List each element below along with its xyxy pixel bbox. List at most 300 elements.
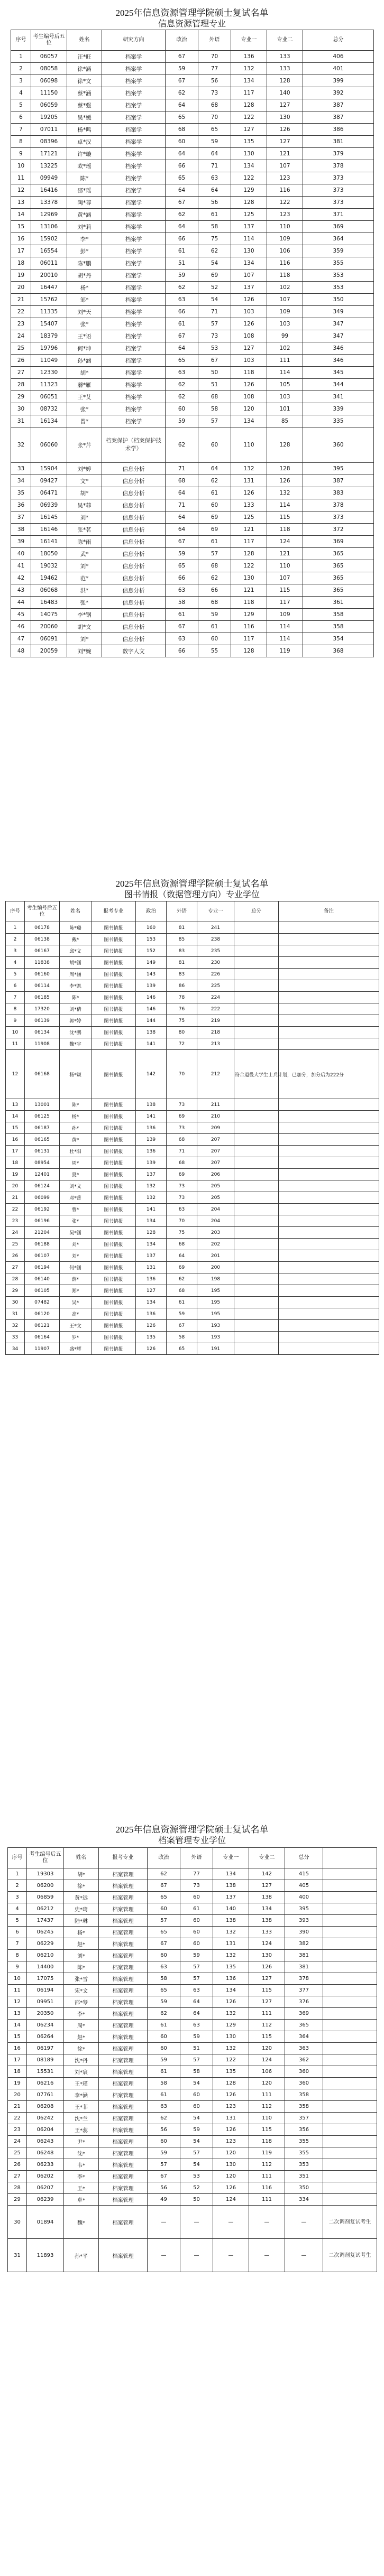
cell-exam-id: 13225: [31, 160, 67, 172]
cell-major1-score: 126: [213, 2182, 249, 2194]
cell-major: 档案管理: [99, 2113, 148, 2124]
cell-total-score: [234, 1320, 279, 1332]
cell-major2-score: 105: [267, 379, 303, 391]
cell-total-score: 357: [285, 2113, 323, 2124]
cell-index: 47: [11, 633, 31, 645]
cell-major: 档案管理: [99, 2020, 148, 2031]
table-row: [8, 2089, 377, 2101]
cell-remark: [279, 1111, 379, 1122]
cell-major1-score: 134: [231, 415, 267, 427]
cell-research-direction: 档案学: [102, 184, 166, 197]
cell-remark: [323, 1985, 377, 1996]
cell-total-score: 369: [303, 536, 374, 548]
table-row: [8, 2054, 377, 2066]
cell-index: 20: [6, 1180, 25, 1192]
cell-remark: [279, 1180, 379, 1192]
cell-remark: [279, 992, 379, 1003]
cell-major: 图书情报: [92, 1038, 136, 1050]
cell-language-score: 68: [167, 1239, 197, 1250]
cell-major2-score: 112: [249, 2159, 285, 2171]
cell-index: 25: [8, 2147, 27, 2159]
cell-research-direction: 信息分析: [102, 475, 166, 487]
cell-name: 李*: [64, 2171, 99, 2182]
cell-name: 邱*文: [60, 945, 92, 957]
cell-major2-score: 111: [267, 355, 303, 367]
col-header-major1-score: 专业一: [213, 1848, 249, 1868]
cell-major1-score: 103: [231, 355, 267, 367]
cell-total-score: [234, 1285, 279, 1297]
cell-major1-score: 204: [197, 1215, 234, 1227]
table-row: [6, 1169, 379, 1180]
table-row: [11, 463, 374, 475]
cell-politics-score: 65: [148, 1927, 180, 1938]
cell-research-direction: 信息分析: [102, 560, 166, 572]
table-row: [11, 233, 374, 245]
cell-name: 蔡*涵: [67, 87, 102, 99]
table-row: [11, 524, 374, 536]
cell-name: 黄*: [60, 1134, 92, 1146]
cell-total-score: 405: [285, 1880, 323, 1892]
cell-politics-score: 139: [136, 1134, 167, 1146]
cell-name: 张*芹: [67, 427, 102, 463]
table-row: [6, 1122, 379, 1134]
cell-name: 刘*: [67, 512, 102, 524]
cell-exam-id: 11323: [31, 379, 67, 391]
cell-exam-id: 06233: [27, 2159, 64, 2171]
table-row: [6, 1227, 379, 1239]
table-row: [8, 2182, 377, 2194]
cell-major1-score: 120: [213, 2147, 249, 2159]
cell-total-score: 355: [285, 2136, 323, 2147]
col-header-major1-score: 专业一: [231, 30, 267, 51]
cell-major1-score: 132: [213, 2043, 249, 2054]
table-row: [11, 536, 374, 548]
cell-major: 图书情报: [92, 980, 136, 992]
cell-language-score: 75: [167, 1015, 197, 1027]
cell-name: 王*文: [60, 1320, 92, 1332]
cell-research-direction: 信息分析: [102, 597, 166, 609]
cell-politics-score: 62: [166, 379, 198, 391]
cell-major1-score: 138: [213, 1880, 249, 1892]
cell-politics-score: —: [148, 2206, 180, 2239]
cell-name: 刘*婷: [67, 463, 102, 475]
cell-major1-score: 121: [231, 584, 267, 597]
cell-name: 王*语: [67, 330, 102, 342]
cell-politics-score: 60: [148, 2031, 180, 2043]
cell-language-score: 77: [180, 1868, 213, 1880]
cell-major: 档案管理: [99, 1903, 148, 1915]
cell-total-score: 346: [303, 355, 374, 367]
cell-language-score: 68: [198, 597, 231, 609]
cell-language-score: 83: [167, 945, 197, 957]
cell-index: 18: [8, 2066, 27, 2078]
cell-major2-score: 111: [249, 2194, 285, 2206]
table-row: [8, 1903, 377, 1915]
cell-index: 20: [11, 282, 31, 294]
cell-index: 17: [11, 245, 31, 257]
cell-language-score: 81: [167, 957, 197, 969]
cell-index: 35: [11, 487, 31, 499]
cell-language-score: 55: [198, 645, 231, 657]
cell-index: 34: [6, 1343, 25, 1355]
cell-language-score: 71: [198, 306, 231, 318]
cell-name: 曹*: [60, 1204, 92, 1215]
cell-politics-score: 61: [166, 245, 198, 257]
cell-major1-score: 133: [231, 499, 267, 512]
cell-language-score: 66: [198, 584, 231, 597]
cell-major: 档案管理: [99, 2054, 148, 2066]
cell-major1-score: 132: [213, 2008, 249, 2020]
cell-major1-score: 123: [213, 2101, 249, 2113]
cell-index: 27: [11, 367, 31, 379]
cell-remark: [279, 1250, 379, 1262]
cell-politics-score: 62: [166, 282, 198, 294]
col-header-index: 序号: [8, 1848, 27, 1868]
cell-name: 何*坤: [67, 342, 102, 355]
cell-major2-score: 126: [249, 1961, 285, 1973]
cell-language-score: 58: [198, 221, 231, 233]
cell-name: 孙*: [60, 1122, 92, 1134]
cell-major2-score: 111: [249, 2171, 285, 2182]
cell-exam-id: 06202: [27, 2171, 64, 2182]
cell-name: 刘*: [67, 633, 102, 645]
cell-major2-score: 127: [249, 1973, 285, 1985]
cell-politics-score: 136: [136, 1308, 167, 1320]
cell-major1-score: 138: [213, 1915, 249, 1927]
cell-name: 许*璇: [67, 148, 102, 160]
cell-total-score: 360: [285, 2078, 323, 2089]
table-row: [8, 1892, 377, 1903]
cell-major1-score: 203: [197, 1227, 234, 1239]
cell-major1-score: 108: [231, 391, 267, 403]
cell-total-score: [234, 922, 279, 934]
cell-major: 档案管理: [99, 1961, 148, 1973]
cell-language-score: 63: [180, 1985, 213, 1996]
table-row: [8, 2066, 377, 2078]
cell-total-score: 365: [303, 548, 374, 560]
table-row: [6, 934, 379, 945]
cell-name: 武*: [67, 548, 102, 560]
cell-language-score: 70: [167, 1050, 197, 1099]
cell-language-score: 53: [198, 342, 231, 355]
cell-index: 13: [11, 197, 31, 209]
table-2: [5, 901, 379, 1355]
cell-index: 16: [8, 2043, 27, 2054]
cell-research-direction: 信息分析: [102, 548, 166, 560]
cell-total-score: [234, 1204, 279, 1215]
cell-name: 杨*鸣: [67, 124, 102, 136]
cell-major2-score: 115: [267, 512, 303, 524]
cell-politics-score: 62: [148, 1868, 180, 1880]
cell-major2-score: 112: [249, 2020, 285, 2031]
cell-remark: [279, 1015, 379, 1027]
table-row: [11, 282, 374, 294]
cell-total-score: 378: [285, 1973, 323, 1985]
cell-research-direction: 档案学: [102, 403, 166, 415]
cell-major2-score: 102: [267, 282, 303, 294]
cell-politics-score: 62: [166, 209, 198, 221]
table-row: [8, 2008, 377, 2020]
cell-name: 高*: [60, 1308, 92, 1320]
cell-politics-score: 66: [166, 233, 198, 245]
cell-major1-score: 122: [231, 560, 267, 572]
cell-major2-score: 101: [267, 403, 303, 415]
cell-name: 夏*: [60, 1169, 92, 1180]
cell-total-score: 351: [285, 2171, 323, 2182]
col-header-name: 姓名: [64, 1848, 99, 1868]
cell-major2-score: 114: [267, 621, 303, 633]
col-header-exam-id: 考生编号后五位: [25, 901, 60, 922]
cell-total-score: 371: [303, 209, 374, 221]
cell-remark: [279, 1027, 379, 1038]
cell-politics-score: 135: [136, 1332, 167, 1343]
cell-politics-score: 63: [166, 633, 198, 645]
cell-language-score: —: [180, 2239, 213, 2272]
cell-name: 周*: [64, 2020, 99, 2031]
cell-total-score: 355: [285, 2147, 323, 2159]
cell-name: 薛*: [60, 1273, 92, 1285]
cell-total-score: [234, 945, 279, 957]
cell-index: 46: [11, 621, 31, 633]
cell-language-score: 67: [198, 355, 231, 367]
cell-research-direction: 信息分析: [102, 463, 166, 475]
table-row: [6, 1027, 379, 1038]
table-row: [11, 379, 374, 391]
cell-major2-score: 111: [249, 2008, 285, 2020]
table-row: [6, 1239, 379, 1250]
cell-research-direction: 档案学: [102, 306, 166, 318]
cell-language-score: 71: [198, 160, 231, 172]
cell-exam-id: 16146: [31, 524, 67, 536]
cell-remark: [323, 2066, 377, 2078]
cell-major1-score: 117: [231, 536, 267, 548]
cell-research-direction: 档案学: [102, 269, 166, 282]
table-row: [11, 548, 374, 560]
cell-politics-score: 141: [136, 1111, 167, 1122]
cell-exam-id: 06939: [31, 499, 67, 512]
cell-major1-score: 126: [231, 318, 267, 330]
cell-major: 档案管理: [99, 1973, 148, 1985]
cell-language-score: 70: [198, 111, 231, 124]
table-row: [6, 1015, 379, 1027]
table-row: [8, 1880, 377, 1892]
cell-remark: 二次调剂复试考生: [323, 2239, 377, 2272]
cell-research-direction: 信息分析: [102, 524, 166, 536]
table-row: [6, 1111, 379, 1122]
cell-remark: [279, 945, 379, 957]
cell-research-direction: 档案学: [102, 87, 166, 99]
cell-politics-score: 65: [148, 1985, 180, 1996]
cell-politics-score: 143: [136, 969, 167, 980]
cell-remark: [279, 1332, 379, 1343]
cell-politics-score: 62: [166, 87, 198, 99]
table-2-header-row: [6, 901, 379, 922]
cell-major1-score: 128: [231, 99, 267, 111]
cell-major2-score: 128: [267, 75, 303, 87]
cell-exam-id: 16483: [31, 597, 67, 609]
section-2: [0, 878, 384, 900]
cell-index: 11: [11, 172, 31, 184]
cell-remark: [279, 1215, 379, 1227]
cell-exam-id: 06200: [27, 1880, 64, 1892]
cell-total-score: 341: [303, 391, 374, 403]
cell-remark: [279, 922, 379, 934]
table-row: [6, 1157, 379, 1169]
cell-major2-score: 127: [267, 136, 303, 148]
cell-language-score: 57: [198, 415, 231, 427]
cell-remark: [279, 1134, 379, 1146]
section-1-heading: [0, 7, 384, 30]
cell-index: 41: [11, 560, 31, 572]
cell-language-score: 59: [180, 1950, 213, 1961]
cell-name: 吴*媛: [67, 111, 102, 124]
cell-major1-score: 132: [231, 63, 267, 75]
cell-major2-score: 115: [249, 2124, 285, 2136]
cell-politics-score: 68: [166, 475, 198, 487]
cell-exam-id: 06011: [31, 257, 67, 269]
cell-index: 5: [8, 1915, 27, 1927]
cell-research-direction: 档案学: [102, 63, 166, 75]
cell-major2-score: 142: [249, 1868, 285, 1880]
cell-index: 5: [11, 99, 31, 111]
cell-major2-score: 107: [267, 572, 303, 584]
cell-exam-id: 06185: [25, 992, 60, 1003]
cell-major1-score: 130: [231, 245, 267, 257]
section-3-title: 2025年信息资源管理学院硕士复试名单: [115, 1825, 269, 1835]
cell-index: 17: [6, 1146, 25, 1157]
cell-major1-score: 108: [231, 330, 267, 342]
cell-research-direction: 档案学: [102, 415, 166, 427]
cell-major1-score: 230: [197, 957, 234, 969]
cell-name: 魏*: [64, 2206, 99, 2239]
cell-major1-score: 130: [213, 2031, 249, 2043]
cell-language-score: 64: [180, 1996, 213, 2008]
cell-total-score: 368: [303, 645, 374, 657]
cell-major2-score: 109: [267, 306, 303, 318]
cell-total-score: 415: [285, 1868, 323, 1880]
section-1-title: 2025年信息资源管理学院硕士复试名单: [115, 8, 269, 18]
cell-index: 1: [6, 922, 25, 934]
cell-index: 10: [11, 160, 31, 172]
cell-total-score: 335: [303, 415, 374, 427]
cell-exam-id: 08189: [27, 2054, 64, 2066]
cell-major1-score: 125: [231, 512, 267, 524]
table-row: [6, 1038, 379, 1050]
cell-politics-score: 64: [166, 342, 198, 355]
cell-name: 孙*涵: [67, 355, 102, 367]
cell-exam-id: 06168: [25, 1050, 60, 1099]
cell-index: 9: [11, 148, 31, 160]
cell-name: 张*茗: [67, 524, 102, 536]
cell-name: 胡*涵: [60, 957, 92, 969]
cell-politics-score: 134: [136, 1297, 167, 1308]
cell-index: 42: [11, 572, 31, 584]
cell-index: 26: [8, 2159, 27, 2171]
cell-remark: [279, 1262, 379, 1273]
cell-remark: [279, 934, 379, 945]
cell-remark: [279, 1099, 379, 1111]
cell-index: 16: [6, 1134, 25, 1146]
cell-politics-score: 62: [166, 427, 198, 463]
cell-politics-score: 138: [136, 1027, 167, 1038]
cell-index: 27: [6, 1262, 25, 1273]
cell-index: 8: [8, 1950, 27, 1961]
cell-language-score: 54: [180, 2159, 213, 2171]
table-row: [8, 1938, 377, 1950]
cell-remark: [323, 2194, 377, 2206]
cell-index: 7: [11, 124, 31, 136]
cell-major2-score: 124: [249, 1938, 285, 1950]
cell-politics-score: 63: [166, 367, 198, 379]
cell-remark: [323, 1915, 377, 1927]
col-header-research-direction: 研究方向: [102, 30, 166, 51]
cell-total-score: 353: [303, 269, 374, 282]
cell-language-score: 62: [198, 475, 231, 487]
cell-politics-score: 60: [148, 1950, 180, 1961]
cell-major: 图书情报: [92, 1297, 136, 1308]
cell-exam-id: 08954: [25, 1157, 60, 1169]
cell-major2-score: 114: [267, 633, 303, 645]
cell-name: 王*菲: [64, 2101, 99, 2113]
cell-language-score: 73: [167, 1122, 197, 1134]
cell-research-direction: 档案学: [102, 221, 166, 233]
cell-major2-score: 120: [249, 2043, 285, 2054]
cell-name: 胡*: [67, 367, 102, 379]
cell-research-direction: 信息分析: [102, 512, 166, 524]
cell-total-score: 373: [303, 172, 374, 184]
cell-index: 28: [6, 1273, 25, 1285]
cell-politics-score: 132: [136, 1192, 167, 1204]
cell-exam-id: 17320: [25, 1003, 60, 1015]
cell-total-score: [234, 1250, 279, 1262]
table-row: [8, 2147, 377, 2159]
cell-major1-score: 225: [197, 980, 234, 992]
cell-index: 3: [6, 945, 25, 957]
cell-major2-score: 138: [249, 1915, 285, 1927]
cell-name: 沈*兰: [64, 2113, 99, 2124]
cell-major1-score: 122: [231, 111, 267, 124]
cell-exam-id: 06099: [25, 1192, 60, 1204]
table-row: [6, 1273, 379, 1285]
cell-language-score: 70: [198, 51, 231, 63]
cell-exam-id: 15762: [31, 294, 67, 306]
cell-research-direction: 档案学: [102, 342, 166, 355]
col-header-major: 报考专业: [99, 1848, 148, 1868]
cell-total-score: 393: [285, 1915, 323, 1927]
table-3: [7, 1847, 377, 2272]
cell-name: 胡*丹: [67, 269, 102, 282]
table-row: [8, 2206, 377, 2239]
cell-major1-score: 241: [197, 922, 234, 934]
cell-exam-id: 06210: [27, 1950, 64, 1961]
table-row: [11, 148, 374, 160]
cell-research-direction: 档案学: [102, 233, 166, 245]
cell-research-direction: 档案学: [102, 172, 166, 184]
cell-total-score: [234, 1146, 279, 1157]
cell-total-score: —: [285, 2239, 323, 2272]
cell-politics-score: 67: [166, 197, 198, 209]
cell-total-score: 387: [303, 475, 374, 487]
cell-exam-id: 06207: [27, 2182, 64, 2194]
section-2-heading: [0, 878, 384, 900]
cell-politics-score: 67: [148, 1938, 180, 1950]
cell-name: 徐*涵: [67, 63, 102, 75]
cell-total-score: 363: [285, 2043, 323, 2054]
cell-name: 黄*涵: [67, 209, 102, 221]
cell-language-score: 52: [198, 282, 231, 294]
cell-remark: [323, 1868, 377, 1880]
cell-language-score: 64: [198, 184, 231, 197]
